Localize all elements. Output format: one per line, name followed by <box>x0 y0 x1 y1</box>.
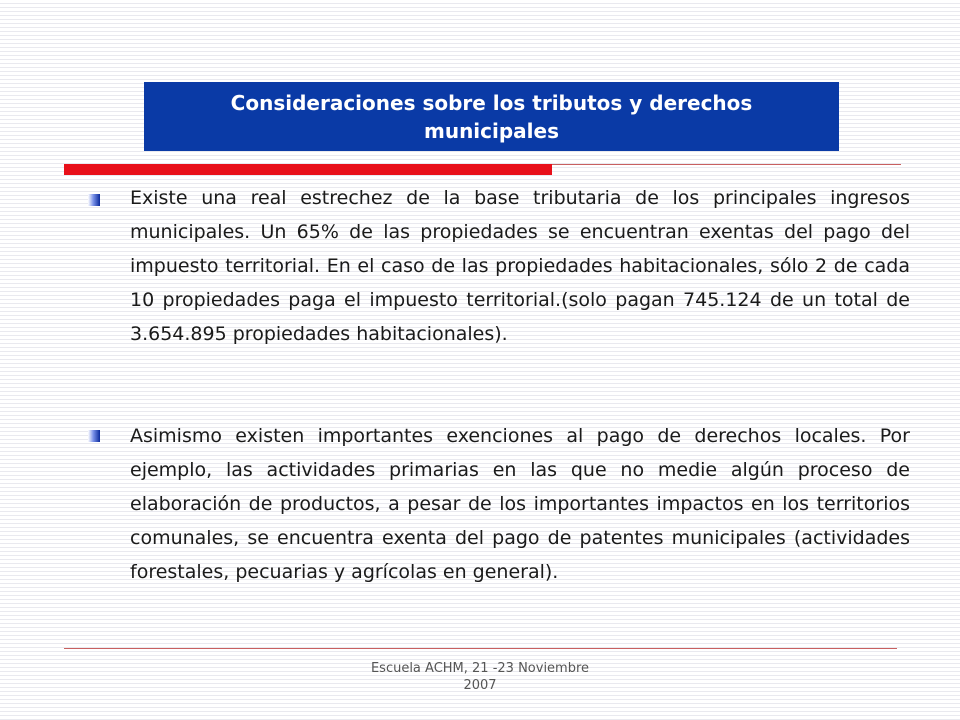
square-bullet-icon <box>88 430 100 442</box>
slide-footer <box>330 660 630 694</box>
footer-line-2: 2007 <box>463 678 497 693</box>
footer-line-1: Escuela ACHM, 21 -23 Noviembre <box>370 661 590 676</box>
top-divider-line <box>552 164 901 165</box>
bullet-text-2: Asimismo existen importantes exenciones al pago de derechos locales. Por ejemplo, las actividades primarias en las que no medie algún proceso de elaboración de productos, a pesar de los importantes impactos en los territorios comunales, se encuentra exenta del pago de patentes municipales (actividades forestales, pecuarias y agrícolas en general). <box>130 425 910 583</box>
bullet-text-1: Existe una real estrechez de la base tributaria de los principales ingresos municipales. Un 65% de las propiedades se encuentran exentas del pago del impuesto territorial. En el caso de las propiedades habitacionales, sólo 2 de cada 10 propiedades paga el impuesto territorial.(solo pagan 745.124 de un total de 3.654.895 propiedades habitacionales). <box>130 187 910 345</box>
slide-title-box <box>144 82 839 151</box>
bottom-divider-line <box>64 648 897 649</box>
title-accent-bar <box>64 164 552 175</box>
slide-title: Consideraciones sobre los tributos y derechos municipales <box>230 90 753 143</box>
square-bullet-icon <box>88 194 100 206</box>
